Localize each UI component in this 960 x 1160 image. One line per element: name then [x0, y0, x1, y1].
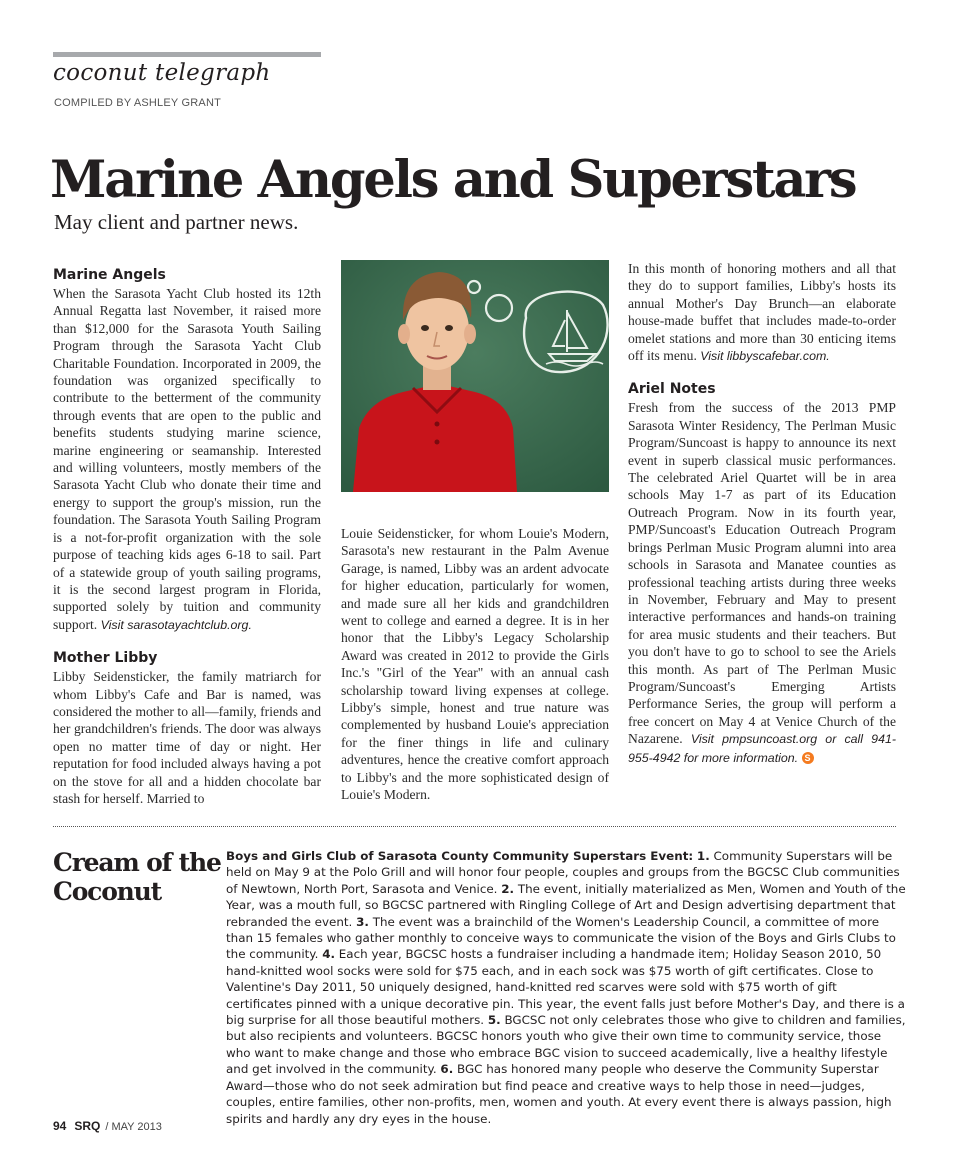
- section-top-rule: [53, 52, 321, 57]
- photo-boy-chalkboard: [341, 260, 609, 492]
- cream-lead: Boys and Girls Club of Sarasota County Community Superstars Event:: [226, 849, 694, 863]
- section-name: coconut telegraph: [53, 60, 271, 86]
- cream-item-6: BGC has honored many people who deserve the Community Superstar Award—those who do not seek admiration but find peace and creative ways to help those in need—judges, couples, entire families, other non-profits, men, women and youth. At every event there is always passion, high spirits and hardly any dry eyes in the house.: [226, 1062, 892, 1126]
- end-mark-icon: S: [802, 752, 814, 764]
- mother-libby-body-part1: Libby Seidensticker, the family matriarch for whom Libby's Cafe and Bar is named, was considered the mother to all—family, friends and her grandchildren's friends. The door was always open no matter time of day or night. Her reputation for food included always having a pot on the stove for all and a hidden chocolate bar stash for herself. Married to: [53, 669, 321, 806]
- cream-item-3-number: 3.: [356, 914, 369, 929]
- mother-libby-body-part2: Louie Seidensticker, for whom Louie's Modern, Sarasota's new restaurant in the Palm Avenue Garage, is named, Libby was an ardent advocate for higher education, particularly for women, and made sure all her kids and grandchildren went to college and earned a degree. It is in her honor that the Libby's Legacy Scholarship Award was created in 2012 to provide the Girls Inc.'s "Girl of the Year" with an annual cash scholarship toward living expenses at college. Libby's simple, honest and true nature was complemented by husband Louie's appreciation for the finer things in life and culinary adventures, hence the creative comfort approach to Libby's and the more sophisticated design of Louie's Modern.: [341, 526, 609, 803]
- mother-libby-heading: Mother Libby: [53, 650, 158, 667]
- ariel-notes-body: [628, 399, 896, 767]
- mother-libby-text-part3: In this month of honoring mothers and all that they do to support families, Libby's hosts its annual Mother's Day Brunch—an elaborate house-made buffet that includes made-to-order omelet stations and more than 30 enticing items off its menu.: [628, 261, 896, 364]
- ariel-notes-heading: Ariel Notes: [628, 381, 716, 398]
- page-number: 94: [53, 1119, 67, 1133]
- column-3: [628, 260, 896, 767]
- photo-illustration: [341, 260, 609, 492]
- cream-of-the-coconut-body: [226, 848, 906, 1127]
- marine-angels-text: When the Sarasota Yacht Club hosted its 12th Annual Regatta last November, it raised more than $12,000 for the Sarasota Youth Sailing Program through the Sarasota Yacht Club Charitable Foundation. Incorporated in 2009, the foundation was organized specifically to contribute to the betterment of the community through events that are open to the public and benefits students studying marine science, marine engineering or seamanship. Interested and willing volunteers, mostly members of the Sarasota Yacht Club who donate their time and energy to support the group's mission, run the foundation. The Sarasota Youth Sailing Program is a not-for-profit organization with the sole purpose of teaching kids ages 6-18 to sail. Part of a statewide group of youth sailing programs, it is the second largest program in Florida, supported solely by tuition and community support.: [53, 286, 321, 632]
- marine-angels-heading: Marine Angels: [53, 267, 166, 283]
- mother-libby-body-part3: [628, 260, 896, 365]
- section-divider: [53, 826, 896, 827]
- cream-item-2: The event, initially materialized as Men, Women and Youth of the Year, was a mouth full, so BGCSC partnered with Ringling College of Art and Design advertising department that rebranded the event.: [226, 881, 906, 929]
- cream-item-4: Each year, BGCSC hosts a fundraiser including a handmade item; Holiday Season 2010, 50 hand-knitted wool socks were sold for $75 each, and in each sock was $75 worth of gift certificates. Close to Valentine's Day 2011, 50 uniquely designed, hand-knitted red scarves were sold with $75 worth of gift certificates pinned with a unique decorative pin. This year, the event falls just before Mother's Day, and there is a big surprise for all those beautiful mothers.: [226, 947, 905, 1028]
- cream-item-2-number: 2.: [501, 881, 515, 896]
- marine-angels-body: [53, 285, 321, 634]
- cream-item-1-number: 1.: [696, 849, 710, 863]
- column-2: [341, 525, 609, 804]
- ariel-notes-visit-link[interactable]: Visit pmpsuncoast.org or call 941-955-4942 for more information.: [628, 732, 896, 765]
- ariel-notes-text: Fresh from the success of the 2013 PMP Sarasota Winter Residency, The Perlman Music Program/Suncoast is happy to announce its next event in superb classical music performances. The celebrated Ariel Quartet will be in area schools May 1-7 as part of its Education Outreach Program. Now in its fourth year, PMP/Suncoast's Education Outreach Program brings Perlman Music Program alumni into area schools in Sarasota and Manatee counties as professional teaching artists during three weeks in November, February and May to present interactive performances and hands-on training for area music students and their teachers. But you don't have to go to school to see the Ariels this month. As part of The Perlman Music Program/Suncoast's Emerging Artists Performance Series, the group will perform a free concert on May 4 at Venice Church of the Nazarene.: [628, 400, 896, 747]
- headline: Marine Angels and Superstars: [50, 150, 856, 210]
- byline: COMPILED BY ASHLEY GRANT: [54, 97, 222, 109]
- cream-item-3: The event was a brainchild of the Women's Leadership Council, a committee of more than 15 females who gather monthly to conceive ways to communicate the vision of the Boys and Girls Clubs to the community.: [226, 914, 896, 962]
- column-1: [53, 265, 321, 807]
- cream-item-6-number: 6.: [440, 1062, 454, 1077]
- cream-item-4-number: 4.: [322, 947, 336, 962]
- libbys-visit-link[interactable]: Visit libbyscafebar.com.: [700, 349, 830, 364]
- page-folio: [53, 1119, 162, 1133]
- cream-item-1: Community Superstars will be held on May 9 at the Polo Grill and will honor four people, couples and groups from the BGCSC Club communities of Newtown, North Port, Sarasota and Venice.: [226, 849, 900, 896]
- cream-of-the-coconut-title: Cream of the Coconut: [53, 848, 221, 906]
- magazine-name: SRQ: [74, 1119, 101, 1133]
- subhead: May client and partner news.: [54, 210, 299, 234]
- cream-item-5: BGCSC not only celebrates those who give to children and families, but also recipients and volunteers. BGCSC honors youth who give their own time to community service, those who want to make change and those who embrace BGC vision to succeed academically, live a healthy lifestyle and get involved in the community.: [226, 1013, 906, 1077]
- marine-angels-visit-link[interactable]: Visit sarasotayachtclub.org.: [100, 617, 252, 632]
- issue-date: / MAY 2013: [105, 1121, 162, 1133]
- cream-item-5-number: 5.: [487, 1013, 501, 1028]
